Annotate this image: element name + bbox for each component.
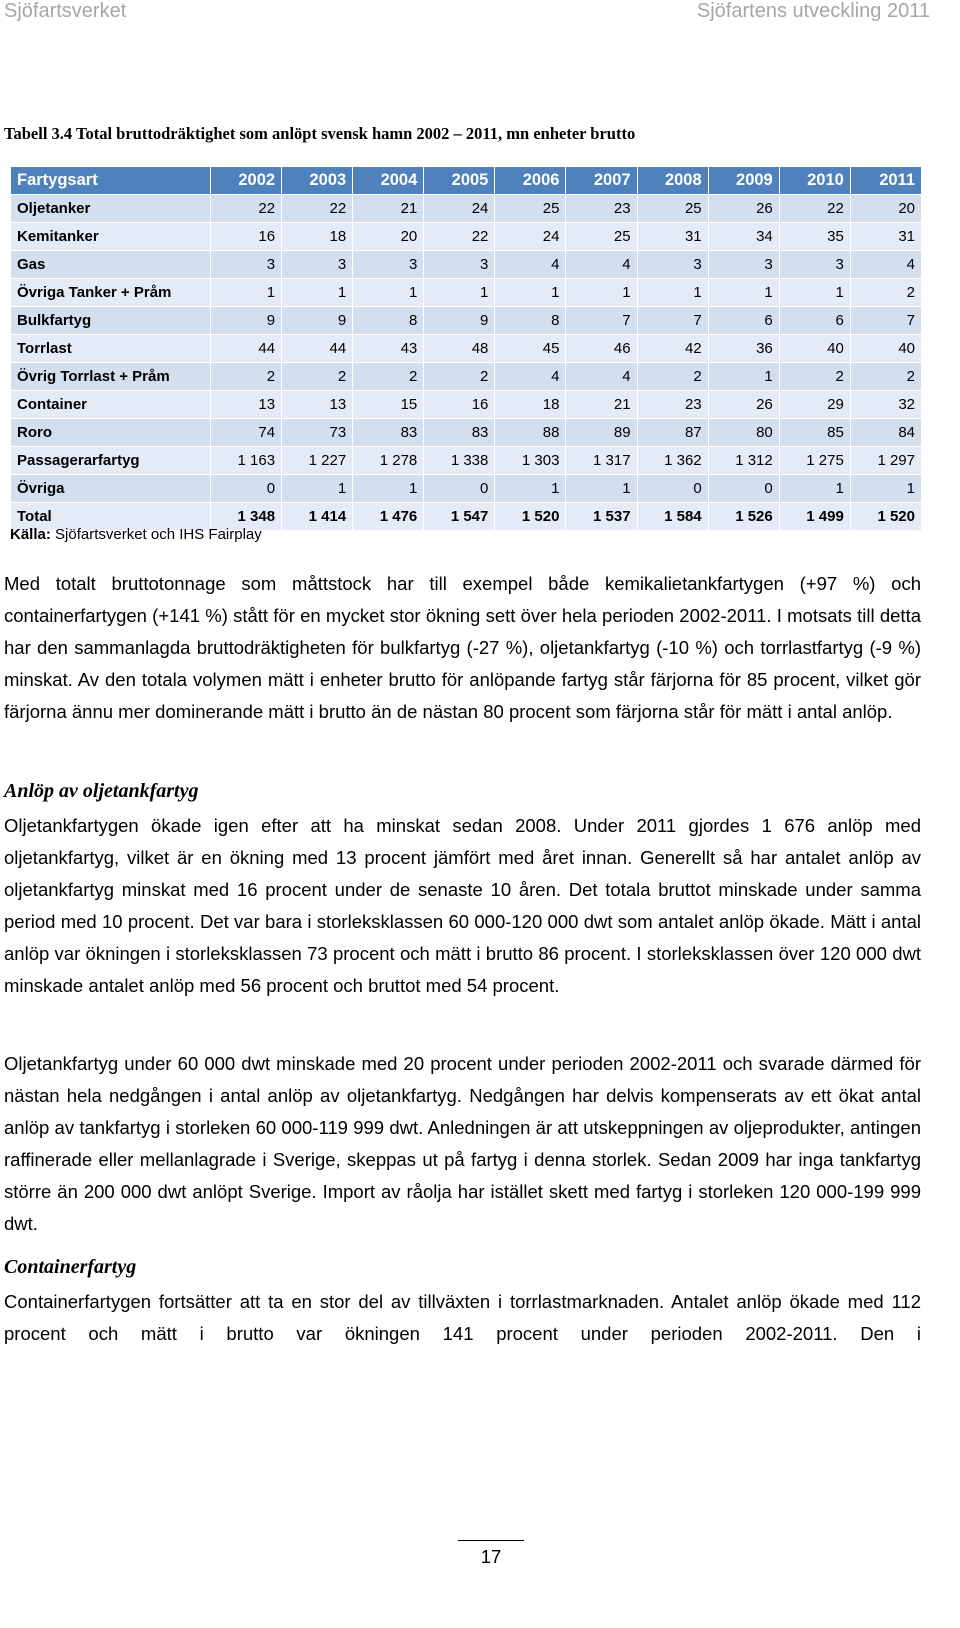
cell-value: 1 bbox=[424, 279, 495, 307]
cell-value: 84 bbox=[850, 419, 921, 447]
cell-value: 16 bbox=[424, 391, 495, 419]
cell-value: 4 bbox=[850, 251, 921, 279]
cell-value: 1 520 bbox=[495, 503, 566, 531]
row-label: Total bbox=[11, 503, 211, 531]
cell-value: 1 227 bbox=[282, 447, 353, 475]
cell-value: 85 bbox=[779, 419, 850, 447]
cell-value: 3 bbox=[637, 251, 708, 279]
column-header-year: 2009 bbox=[708, 167, 779, 195]
table-row bbox=[11, 391, 922, 419]
cell-value: 3 bbox=[282, 251, 353, 279]
cell-value: 23 bbox=[637, 391, 708, 419]
table-title: Tabell 3.4 Total bruttodräktighet som anlöpt svensk hamn 2002 – 2011, mn enheter brutto bbox=[4, 124, 636, 143]
cell-value: 1 bbox=[353, 279, 424, 307]
cell-value: 1 bbox=[637, 279, 708, 307]
cell-value: 1 520 bbox=[850, 503, 921, 531]
cell-value: 29 bbox=[779, 391, 850, 419]
cell-value: 1 312 bbox=[708, 447, 779, 475]
cell-value: 15 bbox=[353, 391, 424, 419]
row-label: Oljetanker bbox=[11, 195, 211, 223]
header-doc-title: Sjöfartens utveckling 2011 bbox=[696, 0, 930, 22]
column-header-year: 2002 bbox=[211, 167, 282, 195]
cell-value: 42 bbox=[637, 335, 708, 363]
cell-value: 1 275 bbox=[779, 447, 850, 475]
cell-value: 24 bbox=[495, 223, 566, 251]
cell-value: 13 bbox=[211, 391, 282, 419]
heading-containerfartyg: Containerfartyg bbox=[4, 1256, 137, 1278]
source-label: Källa: bbox=[10, 526, 51, 543]
cell-value: 3 bbox=[779, 251, 850, 279]
cell-value: 1 278 bbox=[353, 447, 424, 475]
table-row bbox=[11, 363, 922, 391]
cell-value: 0 bbox=[708, 475, 779, 503]
cell-value: 20 bbox=[353, 223, 424, 251]
cell-value: 2 bbox=[211, 363, 282, 391]
cell-value: 1 547 bbox=[424, 503, 495, 531]
cell-value: 3 bbox=[353, 251, 424, 279]
cell-value: 22 bbox=[779, 195, 850, 223]
cell-value: 0 bbox=[637, 475, 708, 503]
cell-value: 24 bbox=[424, 195, 495, 223]
cell-value: 25 bbox=[637, 195, 708, 223]
table-row bbox=[11, 307, 922, 335]
cell-value: 22 bbox=[424, 223, 495, 251]
cell-value: 1 bbox=[495, 475, 566, 503]
cell-value: 36 bbox=[708, 335, 779, 363]
cell-value: 1 163 bbox=[211, 447, 282, 475]
cell-value: 20 bbox=[850, 195, 921, 223]
cell-value: 1 584 bbox=[637, 503, 708, 531]
cell-value: 3 bbox=[708, 251, 779, 279]
column-header-year: 2011 bbox=[850, 167, 921, 195]
cell-value: 4 bbox=[495, 363, 566, 391]
row-label: Övriga bbox=[11, 475, 211, 503]
cell-value: 1 526 bbox=[708, 503, 779, 531]
cell-value: 2 bbox=[424, 363, 495, 391]
paragraph-2: Oljetankfartygen ökade igen efter att ha minskat sedan 2008. Under 2011 gjordes 1 676 anlöp med oljetankfartyg, vilket är en ökning med 13 procent jämfört med året innan. Generellt så har antalet anlöp av oljetankfartyg minskat med 16 procent under de senaste 10 åren. Det totala bruttot minskade under samma period med 10 procent. Det var bara i storleksklassen 60 000-120 000 dwt som antalet anlöp ökade. Mätt i antal anlöp var ökningen i storleksklassen 73 procent och mätt i brutto 86 procent. I storleksklassen över 120 000 dwt minskade antalet anlöp med 56 procent och bruttot med 54 procent. bbox=[4, 815, 921, 996]
cell-value: 1 bbox=[353, 475, 424, 503]
column-header-year: 2006 bbox=[495, 167, 566, 195]
cell-value: 1 476 bbox=[353, 503, 424, 531]
cell-value: 26 bbox=[708, 195, 779, 223]
cell-value: 87 bbox=[637, 419, 708, 447]
cell-value: 1 537 bbox=[566, 503, 637, 531]
cell-value: 7 bbox=[637, 307, 708, 335]
column-header-year: 2008 bbox=[637, 167, 708, 195]
cell-value: 18 bbox=[282, 223, 353, 251]
table-row bbox=[11, 251, 922, 279]
cell-value: 1 bbox=[779, 475, 850, 503]
cell-value: 1 362 bbox=[637, 447, 708, 475]
table-header-row bbox=[11, 167, 922, 195]
source-text: Sjöfartsverket och IHS Fairplay bbox=[50, 526, 262, 543]
column-header-year: 2004 bbox=[353, 167, 424, 195]
cell-value: 22 bbox=[282, 195, 353, 223]
heading-oljetankfartyg: Anlöp av oljetankfartyg bbox=[4, 780, 199, 802]
cell-value: 7 bbox=[566, 307, 637, 335]
cell-value: 2 bbox=[282, 363, 353, 391]
cell-value: 1 bbox=[566, 279, 637, 307]
cell-value: 21 bbox=[353, 195, 424, 223]
cell-value: 4 bbox=[566, 363, 637, 391]
cell-value: 2 bbox=[637, 363, 708, 391]
table-row bbox=[11, 447, 922, 475]
row-label: Bulkfartyg bbox=[11, 307, 211, 335]
cell-value: 21 bbox=[566, 391, 637, 419]
column-header-year: 2007 bbox=[566, 167, 637, 195]
cell-value: 32 bbox=[850, 391, 921, 419]
row-label: Roro bbox=[11, 419, 211, 447]
page-number: 17 bbox=[480, 1546, 502, 1567]
cell-value: 1 bbox=[282, 279, 353, 307]
cell-value: 26 bbox=[708, 391, 779, 419]
cell-value: 44 bbox=[282, 335, 353, 363]
cell-value: 1 bbox=[779, 279, 850, 307]
header-org-name: Sjöfartsverket bbox=[4, 0, 127, 22]
cell-value: 2 bbox=[353, 363, 424, 391]
cell-value: 34 bbox=[708, 223, 779, 251]
cell-value: 31 bbox=[850, 223, 921, 251]
column-header-year: 2003 bbox=[282, 167, 353, 195]
cell-value: 1 bbox=[566, 475, 637, 503]
cell-value: 1 348 bbox=[211, 503, 282, 531]
cell-value: 1 bbox=[850, 475, 921, 503]
cell-value: 73 bbox=[282, 419, 353, 447]
cell-value: 13 bbox=[282, 391, 353, 419]
cell-value: 9 bbox=[424, 307, 495, 335]
cell-value: 0 bbox=[424, 475, 495, 503]
cell-value: 44 bbox=[211, 335, 282, 363]
column-header-year: 2010 bbox=[779, 167, 850, 195]
cell-value: 7 bbox=[850, 307, 921, 335]
cell-value: 1 bbox=[708, 363, 779, 391]
cell-value: 74 bbox=[211, 419, 282, 447]
cell-value: 22 bbox=[211, 195, 282, 223]
cell-value: 48 bbox=[424, 335, 495, 363]
cell-value: 40 bbox=[850, 335, 921, 363]
cell-value: 25 bbox=[566, 223, 637, 251]
row-label: Övrig Torrlast + Pråm bbox=[11, 363, 211, 391]
cell-value: 46 bbox=[566, 335, 637, 363]
cell-value: 2 bbox=[779, 363, 850, 391]
paragraph-3: Oljetankfartyg under 60 000 dwt minskade med 20 procent under perioden 2002-2011 och svarade därmed för nästan hela nedgången i antal anlöp av oljetankfartyg. Nedgången har delvis kompenserats av ett ökat antal anlöp av tankfartyg i storleken 60 000-119 999 dwt. Anledningen är att utskeppningen av oljeprodukter, antingen raffinerade eller mellanlagrade i Sverige, skeppas ut på fartyg i denna storlek. Sedan 2009 har inga tankfartyg större än 200 000 dwt anlöpt Sverige. Import av råolja har istället skett med fartyg i storleken 120 000-199 999 dwt. bbox=[4, 1053, 921, 1234]
row-label: Torrlast bbox=[11, 335, 211, 363]
column-header-year: 2005 bbox=[424, 167, 495, 195]
cell-value: 4 bbox=[566, 251, 637, 279]
paragraph-4: Containerfartygen fortsätter att ta en stor del av tillväxten i torrlastmarknaden. Antalet anlöp ökade med 112 procent och mätt i brutto var ökningen 141 procent under perioden 2002-2011. Den i bbox=[4, 1291, 921, 1344]
cell-value: 4 bbox=[495, 251, 566, 279]
cell-value: 89 bbox=[566, 419, 637, 447]
cell-value: 6 bbox=[779, 307, 850, 335]
table-row bbox=[11, 475, 922, 503]
tonnage-table bbox=[10, 166, 922, 531]
cell-value: 83 bbox=[424, 419, 495, 447]
cell-value: 1 303 bbox=[495, 447, 566, 475]
cell-value: 43 bbox=[353, 335, 424, 363]
table-row bbox=[11, 279, 922, 307]
cell-value: 9 bbox=[282, 307, 353, 335]
cell-value: 3 bbox=[424, 251, 495, 279]
cell-value: 8 bbox=[353, 307, 424, 335]
table-source bbox=[10, 526, 262, 543]
row-label: Passagerarfartyg bbox=[11, 447, 211, 475]
cell-value: 1 338 bbox=[424, 447, 495, 475]
cell-value: 40 bbox=[779, 335, 850, 363]
paragraph-1: Med totalt bruttotonnage som måttstock har till exempel både kemikalietankfartygen (+97 %) och containerfartygen (+141 %) stått för en mycket stor ökning sett över hela perioden 2002-2011. I motsats till detta har den sammanlagda bruttodräktigheten för bulkfartyg (-27 %), oljetankfartyg (-10 %) och torrlastfartyg (-9 %) minskat. Av den totala volymen mätt i enheter brutto för anlöpande fartyg står färjorna för 85 procent, vilket gör färjorna ännu mer dominerande mätt i brutto än de nästan 80 procent som färjorna står för mätt i antal anlöp. bbox=[4, 573, 921, 722]
row-label: Kemitanker bbox=[11, 223, 211, 251]
cell-value: 1 297 bbox=[850, 447, 921, 475]
row-label: Gas bbox=[11, 251, 211, 279]
cell-value: 1 317 bbox=[566, 447, 637, 475]
cell-value: 2 bbox=[850, 363, 921, 391]
cell-value: 1 bbox=[708, 279, 779, 307]
table-row bbox=[11, 335, 922, 363]
row-label: Övriga Tanker + Pråm bbox=[11, 279, 211, 307]
cell-value: 80 bbox=[708, 419, 779, 447]
cell-value: 23 bbox=[566, 195, 637, 223]
cell-value: 8 bbox=[495, 307, 566, 335]
cell-value: 1 499 bbox=[779, 503, 850, 531]
cell-value: 1 bbox=[282, 475, 353, 503]
cell-value: 0 bbox=[211, 475, 282, 503]
cell-value: 88 bbox=[495, 419, 566, 447]
table-row bbox=[11, 223, 922, 251]
cell-value: 35 bbox=[779, 223, 850, 251]
cell-value: 9 bbox=[211, 307, 282, 335]
footer-rule bbox=[458, 1540, 524, 1541]
cell-value: 1 bbox=[495, 279, 566, 307]
column-header-fartygsart: Fartygsart bbox=[11, 167, 211, 195]
table-row bbox=[11, 195, 922, 223]
cell-value: 25 bbox=[495, 195, 566, 223]
table-row bbox=[11, 419, 922, 447]
cell-value: 16 bbox=[211, 223, 282, 251]
cell-value: 18 bbox=[495, 391, 566, 419]
cell-value: 3 bbox=[211, 251, 282, 279]
cell-value: 1 414 bbox=[282, 503, 353, 531]
cell-value: 45 bbox=[495, 335, 566, 363]
cell-value: 1 bbox=[211, 279, 282, 307]
cell-value: 2 bbox=[850, 279, 921, 307]
cell-value: 31 bbox=[637, 223, 708, 251]
cell-value: 83 bbox=[353, 419, 424, 447]
row-label: Container bbox=[11, 391, 211, 419]
cell-value: 6 bbox=[708, 307, 779, 335]
